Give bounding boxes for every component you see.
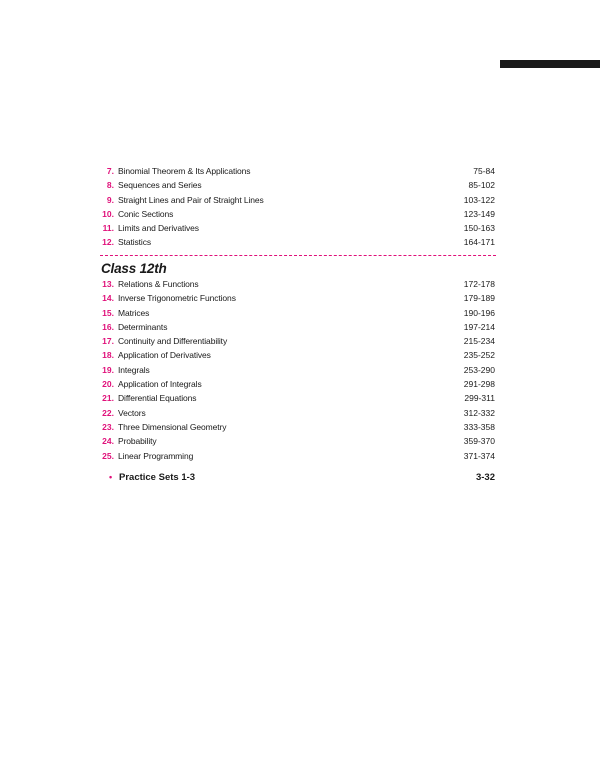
toc-row[interactable] — [100, 193, 495, 207]
chapter-title: Probability — [118, 436, 157, 447]
chapter-number: 20. — [102, 379, 114, 390]
page-range: 190-196 — [463, 307, 495, 318]
page-range: 75-84 — [473, 166, 495, 176]
toc-row[interactable] — [100, 235, 495, 249]
chapter-number: 15. — [102, 307, 114, 318]
toc-row[interactable] — [100, 449, 495, 463]
chapter-title: Relations & Functions — [118, 279, 199, 289]
chapter-number: 19. — [102, 364, 114, 375]
chapter-number: 16. — [102, 321, 114, 332]
chapter-number: 12. — [102, 237, 114, 248]
toc-list-class-11 — [100, 164, 495, 250]
chapter-title: Application of Derivatives — [118, 350, 211, 361]
chapter-number: 11. — [102, 223, 114, 234]
toc-list-class-12 — [100, 277, 495, 463]
toc-row[interactable] — [100, 334, 495, 348]
bullet-icon: • — [109, 472, 113, 482]
chapter-title: Differential Equations — [118, 393, 197, 404]
page-range: 172-178 — [463, 279, 495, 289]
page-range: 312-332 — [463, 407, 495, 418]
chapter-number: 13. — [102, 279, 114, 289]
chapter-title: Binomial Theorem & Its Applications — [118, 166, 251, 176]
page-range: 235-252 — [463, 350, 495, 361]
page-range: 179-189 — [463, 293, 495, 304]
toc-row[interactable] — [100, 320, 495, 334]
chapter-title: Continuity and Differentiability — [118, 336, 228, 347]
corner-tab-bar — [500, 60, 600, 68]
chapter-title: Application of Integrals — [118, 379, 202, 390]
toc-row[interactable] — [100, 391, 495, 405]
chapter-title: Matrices — [118, 307, 150, 318]
toc-row[interactable] — [100, 291, 495, 305]
chapter-title: Straight Lines and Pair of Straight Lines — [118, 194, 264, 205]
chapter-number: 21. — [102, 393, 114, 404]
page-range: 215-234 — [463, 336, 495, 347]
toc-row[interactable] — [100, 363, 495, 377]
page-range: 164-171 — [463, 237, 495, 248]
chapter-number: 8. — [106, 180, 114, 191]
page-range: 197-214 — [463, 321, 495, 332]
chapter-title: Determinants — [118, 321, 168, 332]
chapter-number: 14. — [102, 293, 114, 304]
toc-row[interactable] — [100, 420, 495, 434]
chapter-title: Sequences and Series — [118, 180, 202, 191]
toc-row[interactable] — [100, 277, 495, 291]
toc-row[interactable] — [100, 221, 495, 235]
chapter-number: 10. — [102, 208, 114, 219]
chapter-title: Conic Sections — [118, 208, 174, 219]
page-range: 333-358 — [463, 421, 495, 432]
chapter-number: 7. — [106, 166, 114, 176]
chapter-number: 17. — [102, 336, 114, 347]
practice-sets-row[interactable] — [100, 471, 495, 485]
page-range: 371-374 — [463, 450, 495, 461]
chapter-title: Linear Programming — [118, 450, 194, 461]
chapter-title: Three Dimensional Geometry — [118, 421, 227, 432]
chapter-number: 24. — [102, 436, 114, 447]
toc-row[interactable] — [100, 178, 495, 192]
toc-row[interactable] — [100, 164, 495, 178]
toc-row[interactable] — [100, 207, 495, 221]
toc-row[interactable] — [100, 434, 495, 448]
toc-row[interactable] — [100, 406, 495, 420]
page-range: 299-311 — [464, 393, 495, 404]
chapter-number: 25. — [102, 450, 114, 461]
toc-row[interactable] — [100, 306, 495, 320]
practice-sets-title: Practice Sets 1-3 — [119, 472, 196, 483]
toc-row[interactable] — [100, 348, 495, 362]
page-range: 103-122 — [463, 194, 495, 205]
toc-row[interactable] — [100, 377, 495, 391]
section-heading-class-12: Class 12th — [101, 261, 167, 276]
chapter-number: 23. — [102, 421, 114, 432]
chapter-title: Statistics — [118, 237, 152, 248]
chapter-title: Inverse Trigonometric Functions — [118, 293, 236, 304]
page-range: 359-370 — [463, 436, 495, 447]
chapter-title: Limits and Derivatives — [118, 223, 199, 234]
page-range: 291-298 — [463, 379, 495, 390]
section-divider — [100, 255, 496, 256]
page-range: 150-163 — [463, 223, 495, 234]
chapter-number: 22. — [102, 407, 114, 418]
practice-sets-pages: 3-32 — [475, 472, 495, 483]
chapter-number: 9. — [106, 194, 114, 205]
page-range: 123-149 — [463, 208, 495, 219]
page-range: 253-290 — [463, 364, 495, 375]
chapter-title: Vectors — [118, 407, 146, 418]
chapter-title: Integrals — [118, 364, 150, 375]
chapter-number: 18. — [102, 350, 114, 361]
page-range: 85-102 — [468, 180, 495, 191]
